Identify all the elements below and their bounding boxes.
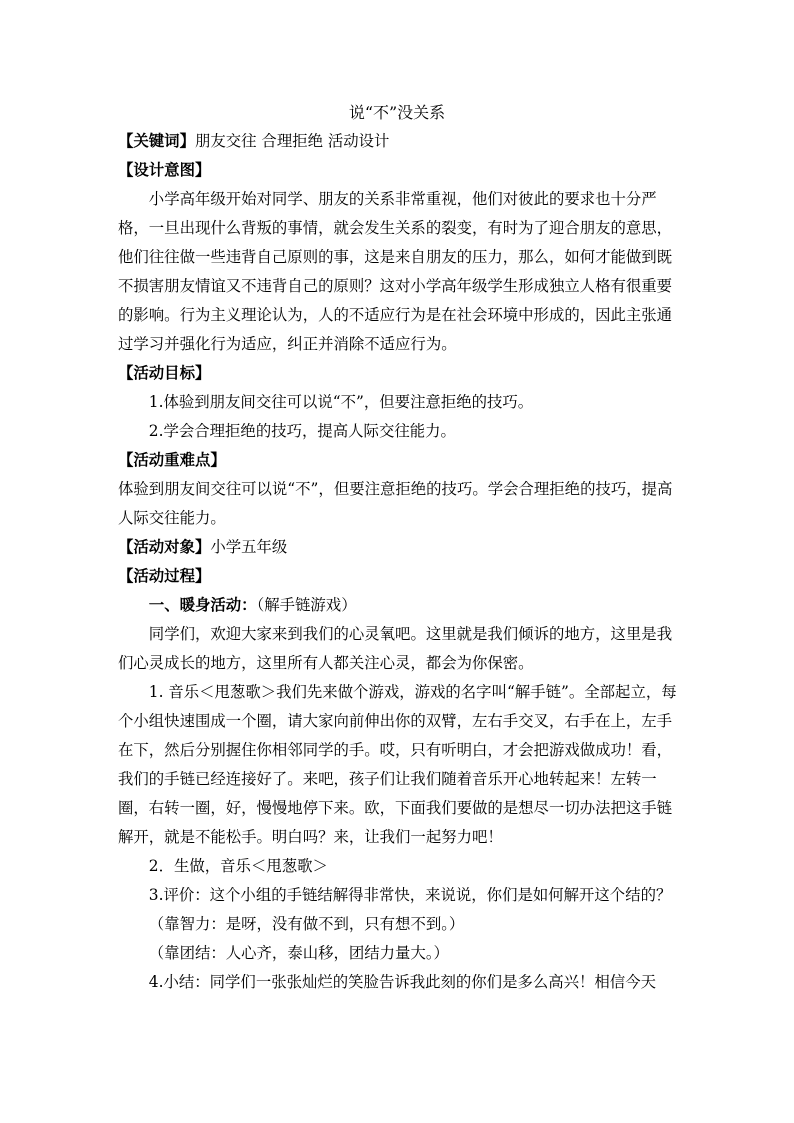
document-title: 说“不”没关系 bbox=[348, 103, 446, 122]
keywords-label: 【关键词】 bbox=[118, 132, 195, 150]
key-points-heading: 【活动重难点】 bbox=[118, 451, 226, 469]
goal-item-2: 2.学会合理拒绝的技巧，提高人际交往能力。 bbox=[148, 422, 456, 440]
step-3-paragraph: 3.评价：这个小组的手链结解得非常快，来说说，你们是如何解开这个结的？ bbox=[148, 886, 672, 904]
activity-goals-heading: 【活动目标】 bbox=[118, 364, 211, 382]
document-body bbox=[118, 127, 678, 997]
keywords-line bbox=[118, 127, 678, 156]
intro-paragraph: 同学们，欢迎大家来到我们的心灵氧吧。这里就是我们倾诉的地方，这里是我们心灵成长的地方，这里所有人都关注心灵，都会为你保密。 bbox=[118, 625, 673, 672]
key-points-paragraph: 体验到朋友间交往可以说“不”，但要注意拒绝的技巧。学会合理拒绝的技巧，提高人际交往能力。 bbox=[118, 480, 673, 527]
design-intent-heading: 【设计意图】 bbox=[118, 161, 211, 179]
section-1-title-line bbox=[118, 591, 678, 620]
answer-1-line: （靠智力：是呀，没有做不到，只有想不到。） bbox=[148, 915, 465, 933]
keywords-value: 朋友交往 合理拒绝 活动设计 bbox=[194, 132, 390, 150]
activity-process-heading: 【活动过程】 bbox=[118, 567, 211, 585]
goal-item-1: 1.体验到朋友间交往可以说“不”，但要注意拒绝的技巧。 bbox=[148, 393, 534, 411]
step-1-paragraph: 1. 音乐＜甩葱歌＞我们先来做个游戏，游戏的名字叫“解手链”。全部起立，每个小组快速围成一个圈，请大家向前伸出你的双臂，左右手交叉，右手在上，左手在下，然后分别握住你相邻同学的手。哎，只有听明白，才会把游戏做成功！看，我们的手链已经连接好了。来吧，孩子们让我们随着音乐开心地转起来！左转一圈，右转一圈，好，慢慢地停下来。欧，下面我们要做的是想尽一切办法把这手链解开，就是不能松手。明白吗？来，让我们一起努力吧！ bbox=[118, 683, 677, 846]
activity-target-label: 【活动对象】 bbox=[118, 538, 211, 556]
step-2-paragraph: 2．生做，音乐＜甩葱歌＞ bbox=[148, 857, 328, 875]
activity-target-value: 小学五年级 bbox=[210, 538, 288, 556]
design-intent-paragraph: 小学高年级开始对同学、朋友的关系非常重视，他们对彼此的要求也十分严格，一旦出现什么背叛的事情，就会发生关系的裂变，有时为了迎合朋友的意思，他们往往做一些违背自己原则的事，这是来自朋友的压力，那么，如何才能做到既不损害朋友情谊又不违背自己的原则？这对小学高年级学生形成独立人格有很重要的影响。行为主义理论认为，人的不适应行为是在社会环境中形成的，因此主张通过学习并强化行为适应，纠正并消除不适应行为。 bbox=[118, 190, 673, 353]
activity-target-line bbox=[118, 533, 678, 562]
section-1-note: （解手链游戏） bbox=[256, 596, 357, 614]
step-4-paragraph: 4.小结：同学们一张张灿烂的笑脸告诉我此刻的你们是多么高兴！相信今天 bbox=[148, 973, 656, 991]
section-1-title: 一、暖身活动： bbox=[148, 596, 257, 614]
answer-2-line: （靠团结：人心齐，泰山移，团结力量大。） bbox=[148, 944, 449, 962]
